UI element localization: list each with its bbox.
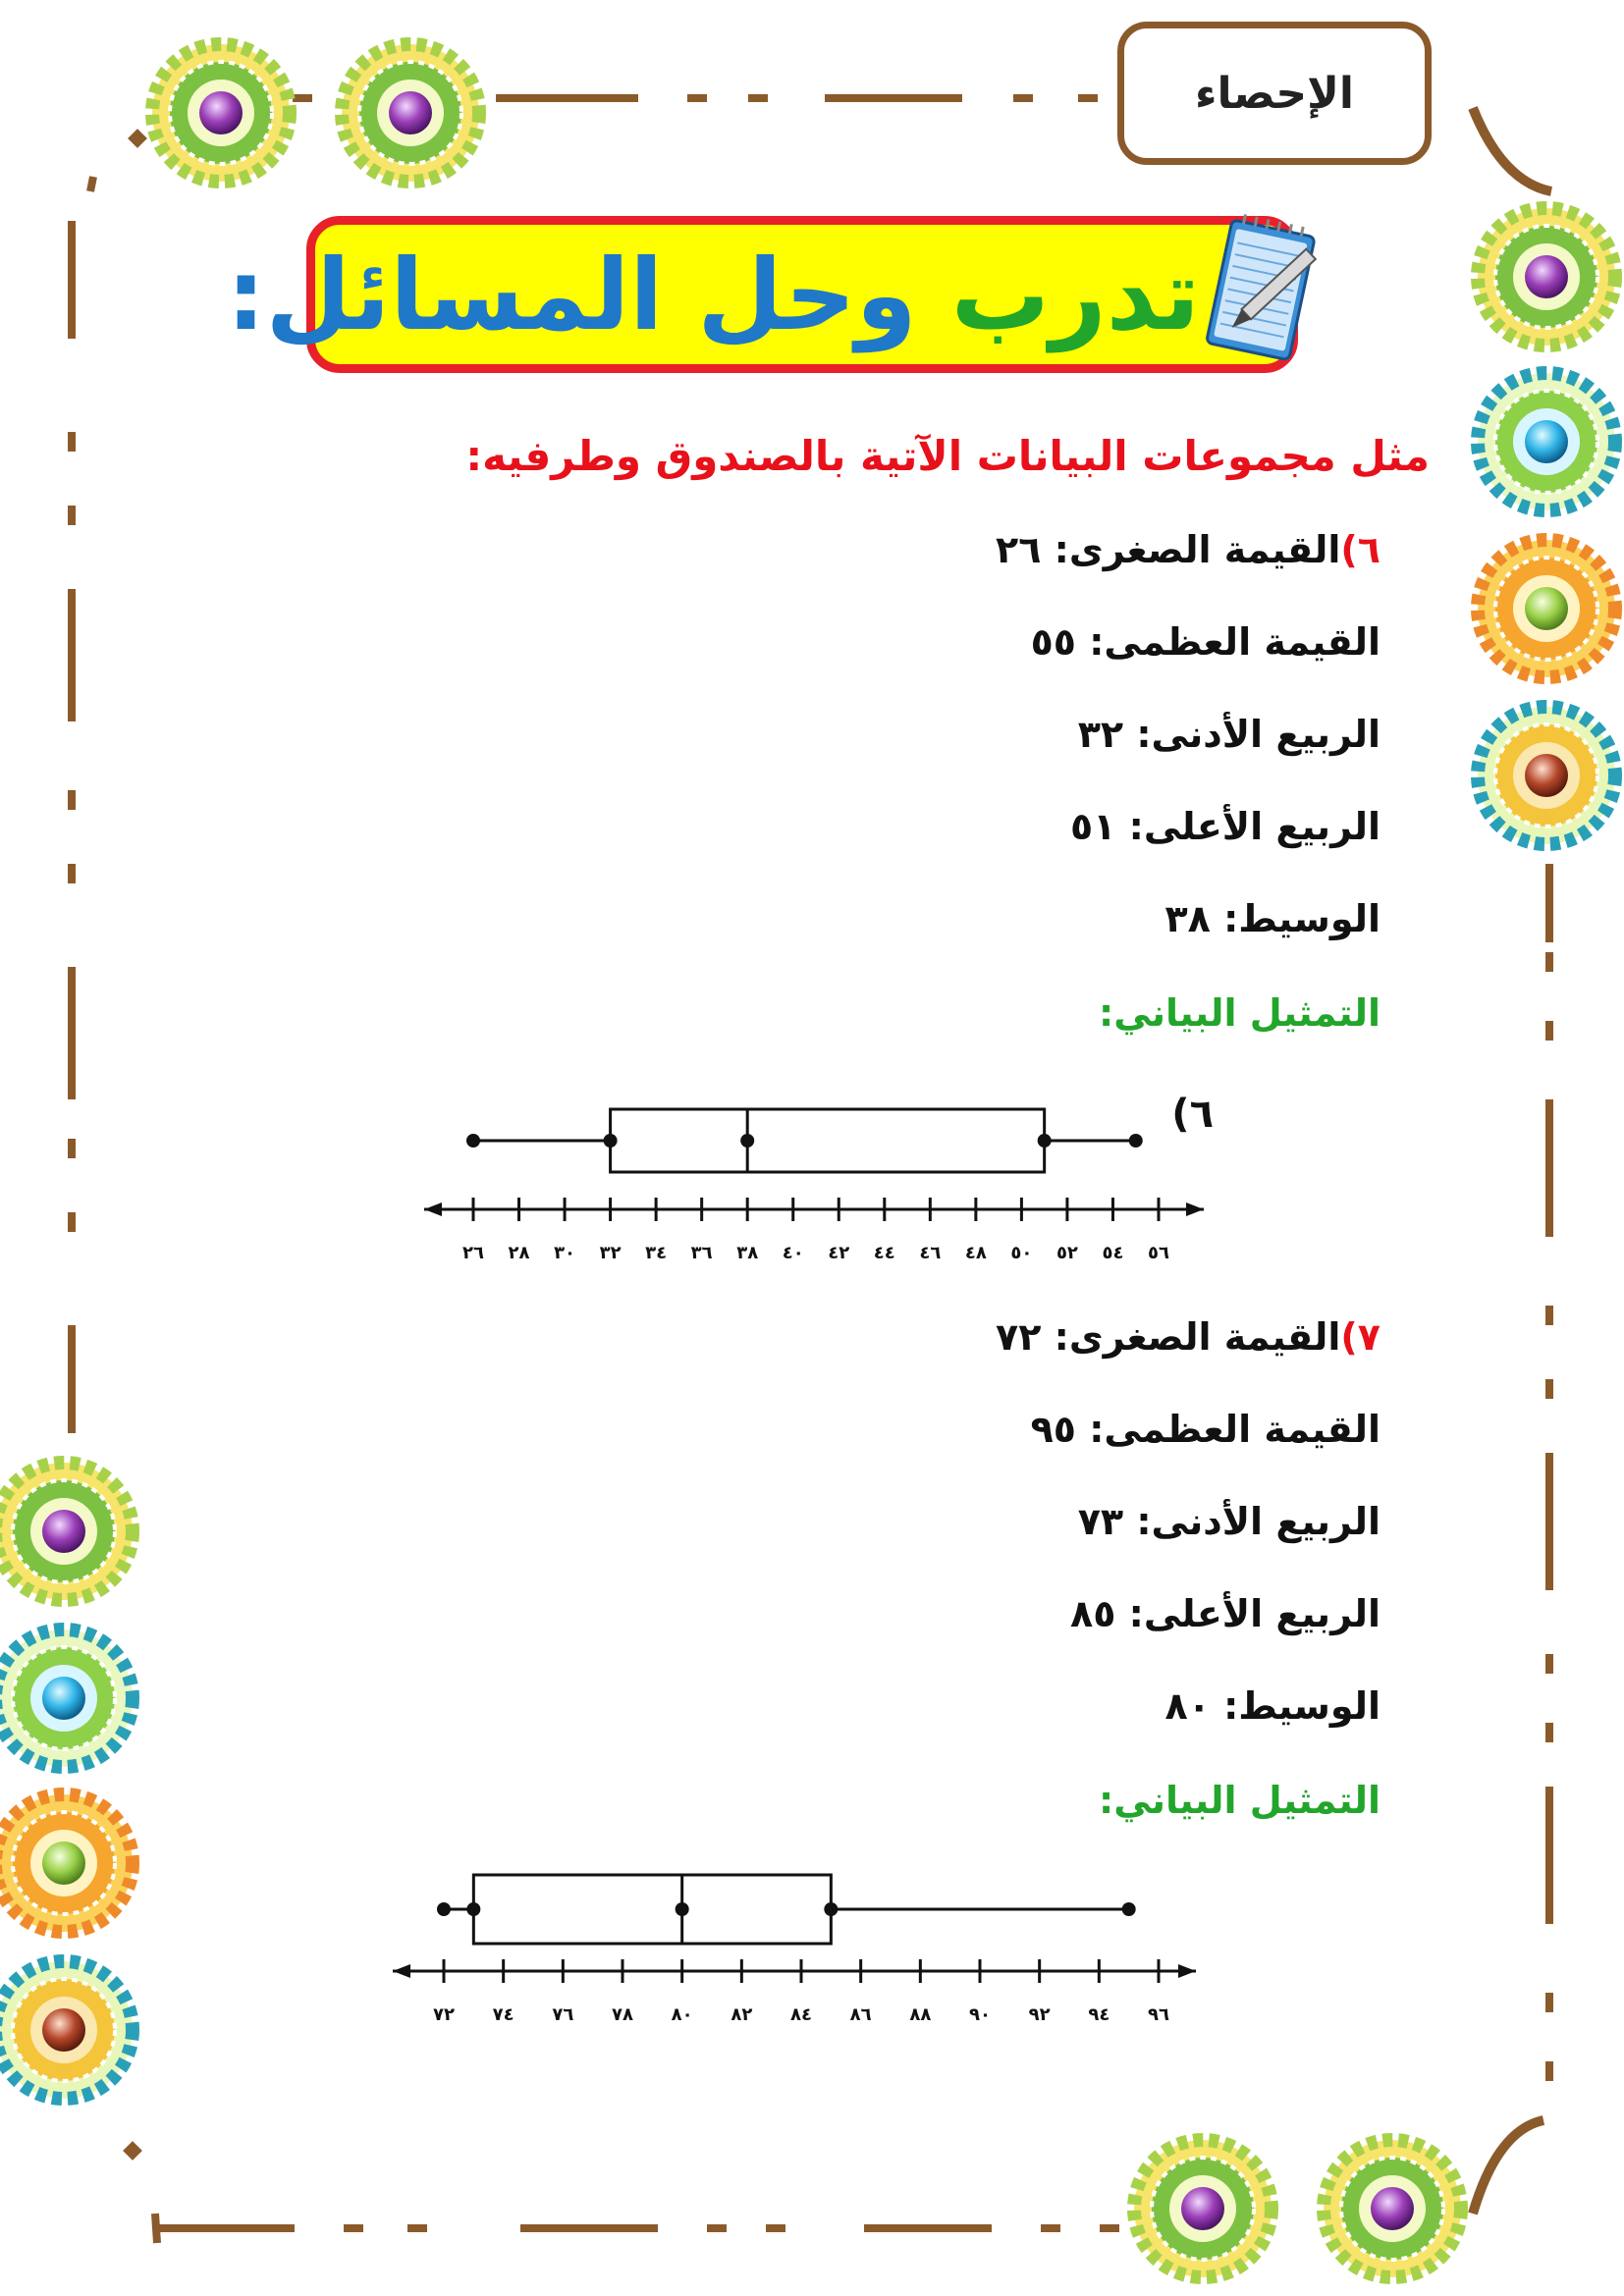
boxplot-problem6: [412, 1090, 1218, 1276]
tick-label: ٨٠: [671, 2004, 693, 2025]
point-q3: [1038, 1134, 1052, 1148]
tick-label: ٤٢: [828, 1243, 850, 1263]
tick-label: ٤٠: [782, 1243, 804, 1263]
tick-label: ٣٦: [690, 1243, 713, 1263]
flower-ornament: [1134, 2140, 1272, 2277]
banner-word-2: وحل: [697, 238, 917, 352]
point-max: [1122, 1902, 1136, 1916]
tick-label: ٥٠: [1010, 1243, 1033, 1263]
point-min: [437, 1902, 451, 1916]
tick-label: ٣٨: [736, 1243, 759, 1263]
arrow-left-icon: [424, 1202, 442, 1216]
banner-word-3: المسائل:: [226, 238, 664, 352]
arrow-right-icon: [1186, 1202, 1204, 1216]
flower-ornament: [1478, 373, 1615, 510]
tick-label: ٩٢: [1028, 2004, 1051, 2025]
flower-ornament: [0, 1961, 133, 2099]
tick-label: ٧٤: [492, 2004, 514, 2025]
tick-label: ٤٨: [964, 1243, 987, 1263]
box-iqr: [611, 1109, 1045, 1172]
problem7-min: [996, 1315, 1380, 1359]
tick-label: ٧٢: [433, 2004, 455, 2025]
flower-ornament: [0, 1463, 133, 1600]
section-banner: [226, 212, 1320, 377]
box-iqr: [473, 1875, 831, 1944]
problem7-min-text: القيمة الصغرى: ٧٢: [996, 1315, 1341, 1359]
tick-label: ٢٨: [508, 1243, 530, 1263]
problem7-median: الوسيط: ٨٠: [1164, 1684, 1380, 1728]
problem6-min-text: القيمة الصغرى: ٢٦: [996, 528, 1341, 571]
tick-label: ٥٢: [1056, 1243, 1078, 1263]
arrow-right-icon: [1178, 1964, 1196, 1978]
problem7-number: ٧): [1340, 1315, 1380, 1359]
point-min: [466, 1134, 480, 1148]
point-max: [1129, 1134, 1143, 1148]
flower-ornament: [1478, 707, 1615, 844]
flower-ornament: [0, 1629, 133, 1767]
point-median: [676, 1902, 689, 1916]
arrow-left-icon: [393, 1964, 410, 1978]
tick-label: ٩٤: [1088, 2004, 1110, 2025]
problem6-q3: الربيع الأعلى: ٥١: [1070, 805, 1380, 848]
problem6-q1: الربيع الأدنى: ٣٢: [1077, 713, 1380, 756]
point-q1: [604, 1134, 618, 1148]
tick-label: ٧٦: [552, 2004, 574, 2025]
flower-ornament: [1478, 540, 1615, 677]
notepad-pencil-icon: [1205, 206, 1323, 373]
flower-ornament: [1324, 2140, 1461, 2277]
flower-ornament: [152, 44, 290, 182]
tick-label: ٥٦: [1148, 1243, 1169, 1263]
problem6-min: [996, 528, 1380, 571]
tick-label: ٤٦: [919, 1243, 942, 1263]
problem7-q1: الربيع الأدنى: ٧٣: [1077, 1500, 1380, 1543]
flower-ornament: [1478, 208, 1615, 346]
boxplot-problem7: [383, 1865, 1218, 2052]
tick-label: ٨٤: [790, 2004, 812, 2025]
topic-tag: [1117, 22, 1432, 165]
flower-ornament: [342, 44, 479, 182]
instruction-text: مثل مجموعات البيانات الآتية بالصندوق وطرفيه:: [465, 432, 1430, 480]
tick-label: ٤٤: [873, 1243, 895, 1263]
flower-ornament: [0, 1794, 133, 1932]
tick-label: ٩٠: [969, 2004, 991, 2025]
banner-title: [226, 222, 1200, 369]
problem7-max: القيمة العظمى: ٩٥: [1030, 1408, 1380, 1451]
problem6-graph-label: التمثيل البياني:: [1099, 991, 1380, 1035]
tick-label: ٨٨: [909, 2004, 932, 2025]
problem7-graph-label: التمثيل البياني:: [1099, 1779, 1380, 1822]
topic-title: الإحصاء: [1195, 68, 1354, 119]
tick-label: ٩٦: [1148, 2004, 1169, 2025]
point-median: [740, 1134, 754, 1148]
problem6-max: القيمة العظمى: ٥٥: [1030, 620, 1380, 664]
tick-label: ٣٤: [645, 1243, 668, 1263]
plot6-label: ٦): [1171, 1092, 1214, 1137]
point-q1: [466, 1902, 480, 1916]
banner-word-1: تدرب: [950, 238, 1200, 352]
tick-label: ٣٢: [599, 1243, 622, 1263]
tick-label: ٣٠: [554, 1243, 576, 1263]
problem6-median: الوسيط: ٣٨: [1164, 897, 1380, 940]
tick-label: ٢٦: [462, 1243, 484, 1263]
point-q3: [824, 1902, 838, 1916]
tick-label: ٨٦: [849, 2004, 872, 2025]
tick-label: ٧٨: [612, 2004, 633, 2025]
tick-label: ٨٢: [731, 2004, 753, 2025]
problem7-q3: الربيع الأعلى: ٨٥: [1070, 1592, 1380, 1635]
problem6-number: ٦): [1340, 528, 1380, 571]
tick-label: ٥٤: [1102, 1243, 1124, 1263]
